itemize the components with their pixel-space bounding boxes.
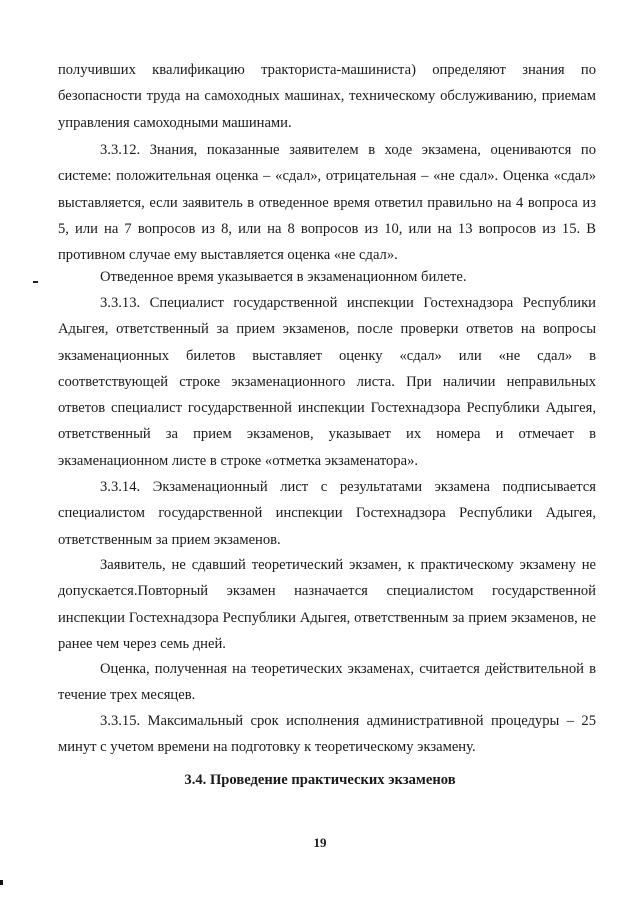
paragraph-3-3-15 [58,708,596,761]
paragraph-text: получивших квалификацию тракториста-машиниста) определяют знания по безопасности труда на самоходных машинах, техническому обслуживанию, приемам управления самоходными машинами. [58,62,596,131]
paragraph-text: Заявитель, не сдавший теоретический экзамен, к практическому экзамену не допускается.Повторный экзамен назначается специалистом государственной инспекции Гостехнадзора Республики Адыгея, ответственным за прием экзаменов, не ранее чем через семь дней. [58,557,596,652]
paragraph-text: 3.3.12. Знания, показанные заявителем в ходе экзамена, оцениваются по системе: положительная оценка – «сдал», отрицательная – «не сдал». Оценка «сдал» выставляется, если заявитель в отведенное время ответил правильно на 4 вопроса из 5, или на 7 вопросов из 8, или на 8 вопросов из 10, или на 13 вопросов из 15. В противном случае ему выставляется оценка «не сдал». [58,142,596,264]
paragraph-retake [58,552,596,657]
paragraph-allotted-time [58,264,596,290]
scan-mark [0,880,3,885]
paragraph-continuation [58,57,596,136]
paragraph-3-3-13 [58,290,596,474]
paragraph-validity [58,656,596,709]
paragraph-3-3-14 [58,474,596,553]
margin-mark [33,281,38,283]
paragraph-text: Отведенное время указывается в экзаменационном билете. [100,269,467,285]
paragraph-text: Оценка, полученная на теоретических экзаменах, считается действительной в течение трех месяцев. [58,661,596,704]
page-number: 19 [313,835,327,850]
section-heading: 3.4. Проведение практических экзаменов [184,772,456,788]
paragraph-text: 3.3.15. Максимальный срок исполнения административной процедуры – 25 минут с учетом времени на подготовку к теоретическому экзамену. [58,713,596,756]
paragraph-text: 3.3.14. Экзаменационный лист с результатами экзамена подписывается специалистом государственной инспекции Гостехнадзора Республики Адыгея, ответственным за прием экзаменов. [58,479,596,548]
paragraph-3-3-12 [58,137,596,268]
paragraph-text: 3.3.13. Специалист государственной инспекции Гостехнадзора Республики Адыгея, ответственный за прием экзаменов, после проверки ответов на вопросы экзаменационных билетов выставляет оценку «сдал» или «не сдал» в соответствующей строке экзаменационного листа. При наличии неправильных ответов специалист государственной инспекции Гостехнадзора Республики Адыгея, ответственный за прием экзаменов, указывает их номера и отмечает в экзаменационном листе в строке «отметка экзаменатора». [58,295,596,469]
